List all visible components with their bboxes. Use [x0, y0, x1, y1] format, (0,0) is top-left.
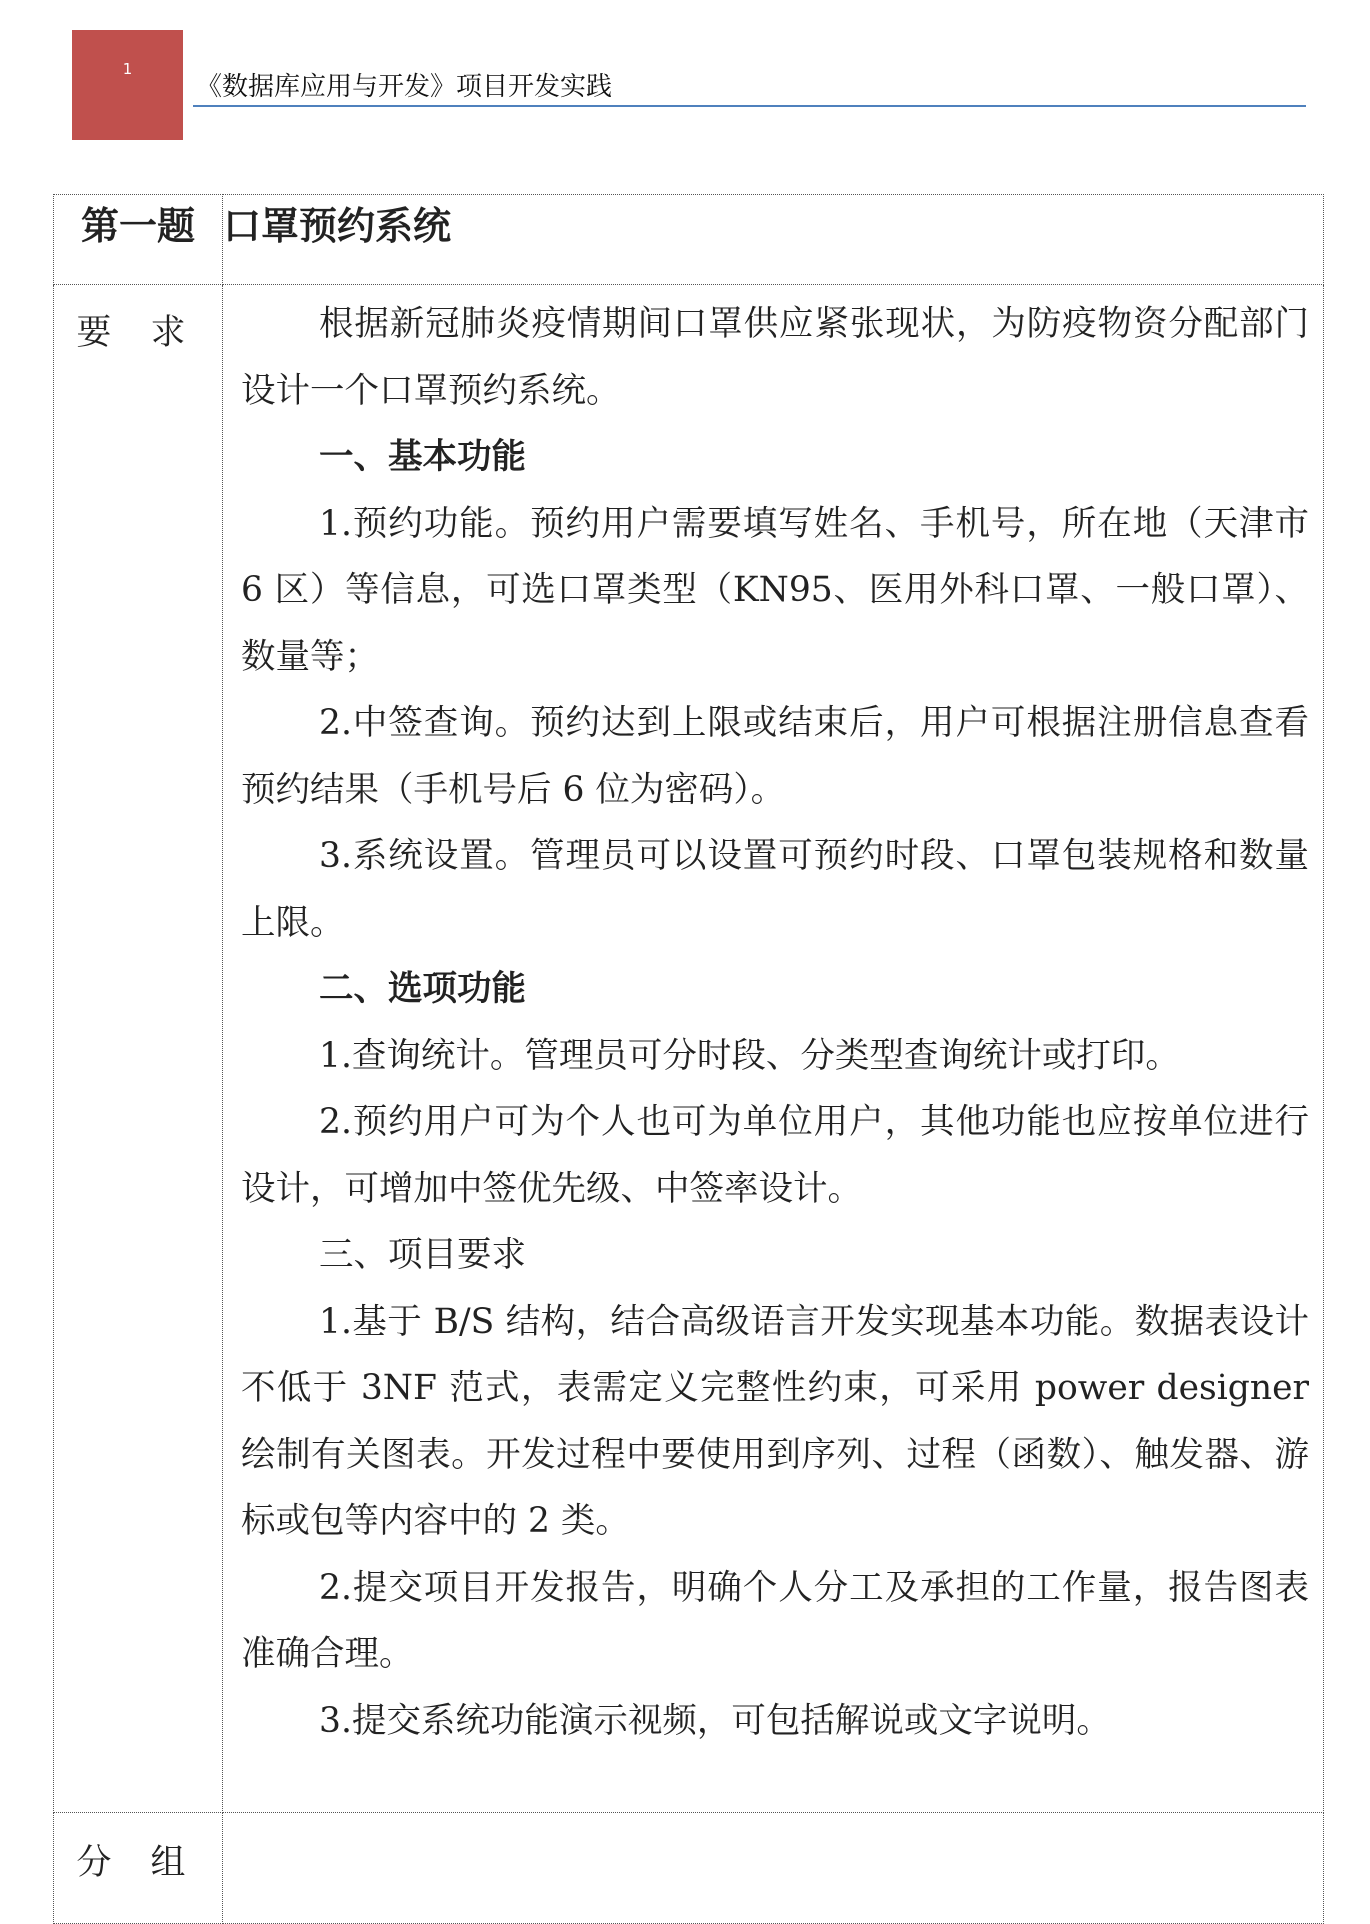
- header-rule: [193, 105, 1306, 107]
- optional-item-1: 1.查询统计。管理员可分时段、分类型查询统计或打印。: [319, 1035, 1180, 1076]
- requirements-content: [223, 285, 1324, 1813]
- requirements-label: 要 求: [54, 285, 223, 1813]
- basic-item-2: 2.中签查询。预约达到上限或结束后，用户可根据注册信息查看预约结果（手机号后 6 位为密码）。: [241, 703, 1309, 810]
- section-heading-project: 三、项目要求: [319, 1235, 526, 1275]
- intro-paragraph: 根据新冠肺炎疫情期间口罩供应紧张现状，为防疫物资分配部门设计一个口罩预约系统。: [241, 304, 1309, 411]
- group-value: [223, 1813, 1324, 1924]
- project-item-3: 3.提交系统功能演示视频，可包括解说或文字说明。: [319, 1700, 1111, 1741]
- requirements-row: [54, 285, 1324, 1813]
- title-row: [54, 195, 1324, 285]
- group-row: [54, 1813, 1324, 1924]
- page-number: 1: [122, 60, 133, 78]
- basic-item-3: 3.系统设置。管理员可以设置可预约时段、口罩包装规格和数量上限。: [241, 836, 1309, 943]
- page-number-badge: [72, 30, 183, 140]
- header-title: 《数据库应用与开发》项目开发实践: [196, 72, 613, 102]
- section-heading-basic: 一、基本功能: [319, 437, 526, 477]
- project-item-2: 2.提交项目开发报告，明确个人分工及承担的工作量，报告图表准确合理。: [241, 1567, 1309, 1674]
- group-label: 分 组: [54, 1813, 223, 1924]
- project-title-cell: 口罩预约系统: [223, 195, 1324, 285]
- project-item-1: 1.基于 B/S 结构，结合高级语言开发实现基本功能。数据表设计不低于 3NF 范式，表需定义完整性约束，可采用 power designer 绘制有关图表。开发过程中要使用到序列、过程（函数）、触发器、游标或包等内容中的 2 类。: [241, 1301, 1309, 1541]
- optional-item-2: 2.预约用户可为个人也可为单位用户，其他功能也应按单位进行设计，可增加中签优先级、中签率设计。: [241, 1102, 1309, 1209]
- basic-item-1: 1.预约功能。预约用户需要填写姓名、手机号，所在地（天津市 6 区）等信息，可选口罩类型（KN95、医用外科口罩、一般口罩）、数量等；: [241, 503, 1309, 677]
- assignment-table: [53, 194, 1324, 1924]
- question-number-cell: 第一题: [54, 195, 223, 285]
- section-heading-optional: 二、选项功能: [319, 969, 526, 1009]
